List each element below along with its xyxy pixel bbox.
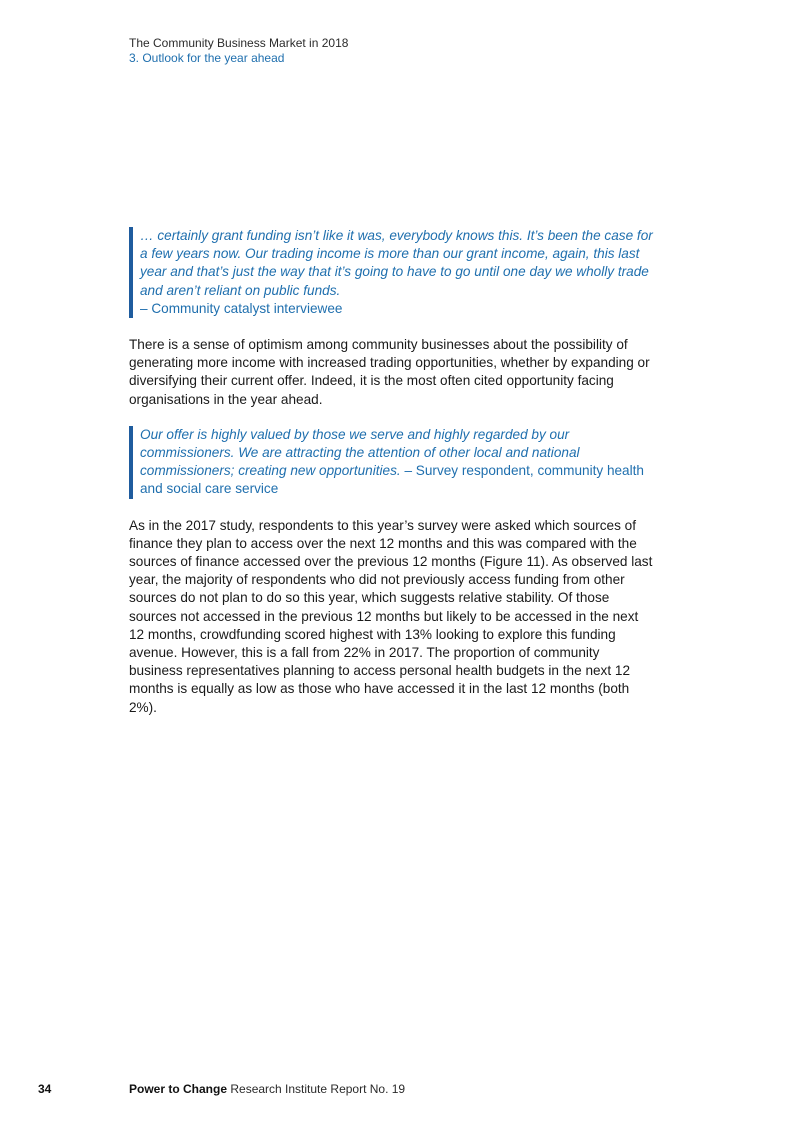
page-number: 34	[38, 1082, 52, 1096]
section-title: 3. Outlook for the year ahead	[129, 51, 285, 65]
quote-2-attribution: – Survey respondent, community health and social care service	[140, 463, 644, 497]
body-paragraph-1: There is a sense of optimism among community businesses about the possibility of generating more income with increased trading opportunities, whether by expanding or diversifying their current offer. Indeed, it is the most often cited opportunity facing organisations in the year ahead.	[129, 337, 650, 407]
main-content	[129, 227, 654, 734]
page-header	[129, 36, 729, 66]
quote-1-text: … certainly grant funding isn’t like it was, everybody knows this. It’s been the case for a few years now. Our trading income is more than our grant income, again, this last year and that’s just the way that it’s going to have to go until one day we wholly trade and aren’t reliant on public funds.	[140, 228, 653, 298]
footer-report-line	[129, 1082, 405, 1097]
report-name: Research Institute Report No. 19	[227, 1082, 406, 1096]
pull-quote-1	[129, 227, 654, 318]
org-name: Power to Change	[129, 1082, 228, 1096]
body-paragraph-2: As in the 2017 study, respondents to this year’s survey were asked which sources of finance they plan to access over the next 12 months and this was compared with the sources of finance accessed over the previous 12 months (Figure 11). As observed last year, the majority of respondents who did not previously access funding from other sources do not plan to do so this year, which suggests relative stability. Of those sources not accessed in the previous 12 months but likely to be accessed in the next 12 months, crowdfunding scored highest with 13% looking to explore this funding avenue. However, this is a fall from 22% in 2017. The proportion of community business representatives planning to access personal health budgets in the next 12 months is equally as low as those who have accessed it in the last 12 months (both 2%).	[129, 517, 653, 715]
quote-2-text: Our offer is highly valued by those we serve and highly regarded by our commissioners. We are attracting the attention of other local and national commissioners; creating new opportunities.	[140, 426, 580, 479]
page-footer	[0, 1082, 800, 1102]
quote-1-attribution: – Community catalyst interviewee	[140, 300, 343, 316]
document-title: The Community Business Market in 2018	[129, 36, 349, 50]
pull-quote-2	[129, 426, 654, 499]
